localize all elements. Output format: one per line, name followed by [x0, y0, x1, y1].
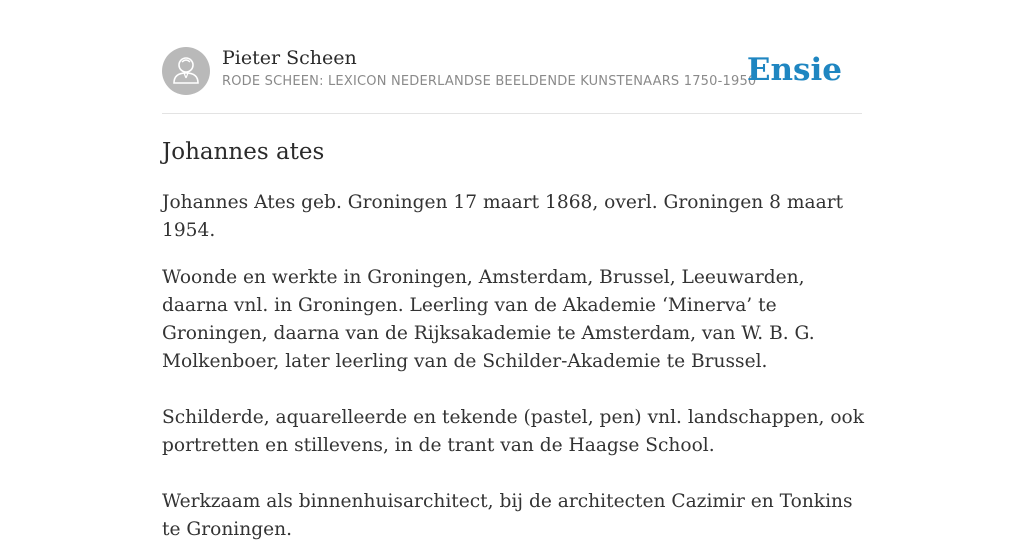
- lead-paragraph: Johannes Ates geb. Groningen 17 maart 1868, overl. Groningen 8 maart 1954.: [162, 192, 844, 241]
- article-title: Johannes ates: [162, 139, 325, 165]
- brand-logo[interactable]: Ensie: [746, 52, 842, 88]
- author-avatar[interactable]: [162, 47, 210, 95]
- author-name[interactable]: Pieter Scheen: [222, 47, 357, 69]
- user-icon: [162, 47, 210, 95]
- body-paragraph: Werkzaam als binnenhuisarchitect, bij de architecten Cazimir en Tonkins te Groningen.: [162, 491, 853, 540]
- body-paragraph: Schilderde, aquarelleerde en tekende (pastel, pen) vnl. landschappen, ook portretten en stillevens, in de trant van de Haagse School.: [162, 407, 865, 456]
- article-body: [162, 189, 874, 544]
- article-header: [162, 46, 862, 96]
- source-title[interactable]: RODE SCHEEN: LEXICON NEDERLANDSE BEELDENDE KUNSTENAARS 1750-1950: [222, 74, 757, 89]
- header-divider: [162, 113, 862, 114]
- body-paragraph: Woonde en werkte in Groningen, Amsterdam, Brussel, Leeuwarden, daarna vnl. in Groningen. Leerling van de Akademie ‘Minerva’ te Groningen, daarna van de Rijksakademie te Amsterdam, van W. B. G. Molkenboer, later leerling van de Schilder-Akademie te Brussel.: [162, 267, 815, 372]
